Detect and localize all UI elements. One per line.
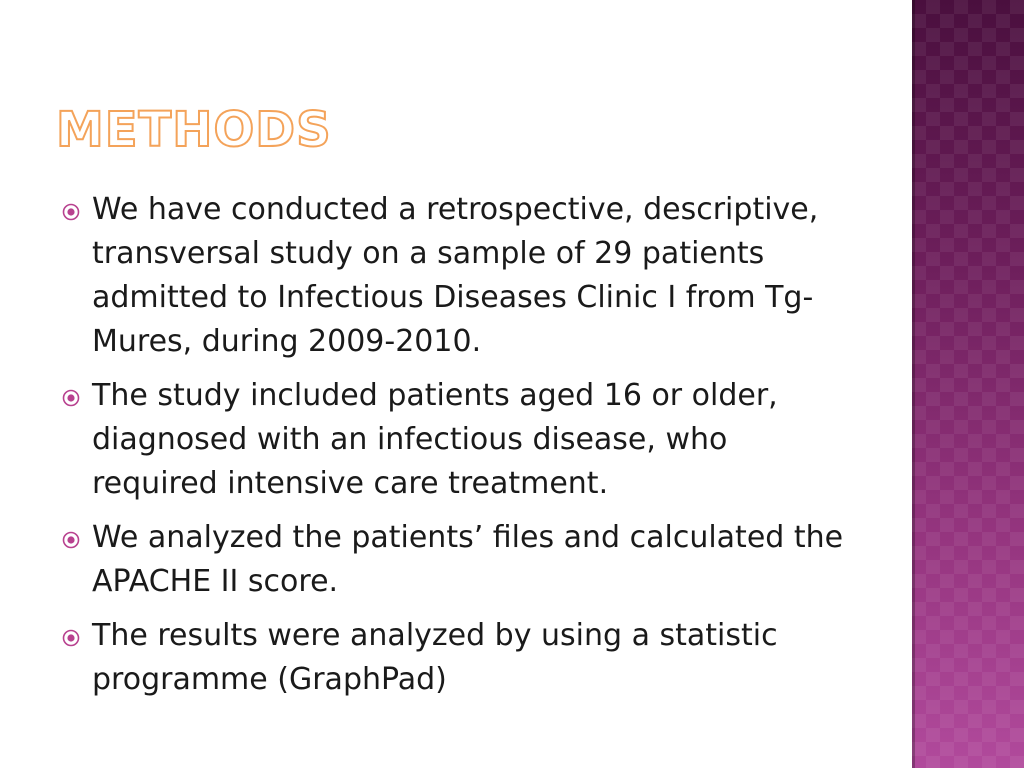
- bullet-item: [62, 188, 862, 364]
- bullet-item: [62, 374, 862, 506]
- bullet-text: We analyzed the patients’ files and calculated the APACHE II score.: [92, 520, 844, 599]
- bullet-text: The study included patients aged 16 or older, diagnosed with an infectious disease, who required intensive care treatment.: [92, 378, 778, 501]
- bullet-list: [62, 188, 862, 712]
- decorative-side-band: [912, 0, 1024, 768]
- side-band-pattern: [912, 0, 1024, 768]
- bullet-text: The results were analyzed by using a statistic programme (GraphPad): [92, 618, 778, 697]
- target-bullet-icon: [62, 203, 80, 221]
- target-bullet-icon: [62, 531, 80, 549]
- bullet-text: We have conducted a retrospective, descriptive, transversal study on a sample of 29 patients admitted to Infectious Diseases Clinic I from Tg-Mures, during 2009-2010.: [92, 192, 819, 359]
- bullet-item: [62, 516, 862, 604]
- slide-title: METHODS: [56, 102, 332, 158]
- side-band-edge: [912, 0, 915, 768]
- bullet-item: [62, 614, 862, 702]
- target-bullet-icon: [62, 629, 80, 647]
- target-bullet-icon: [62, 389, 80, 407]
